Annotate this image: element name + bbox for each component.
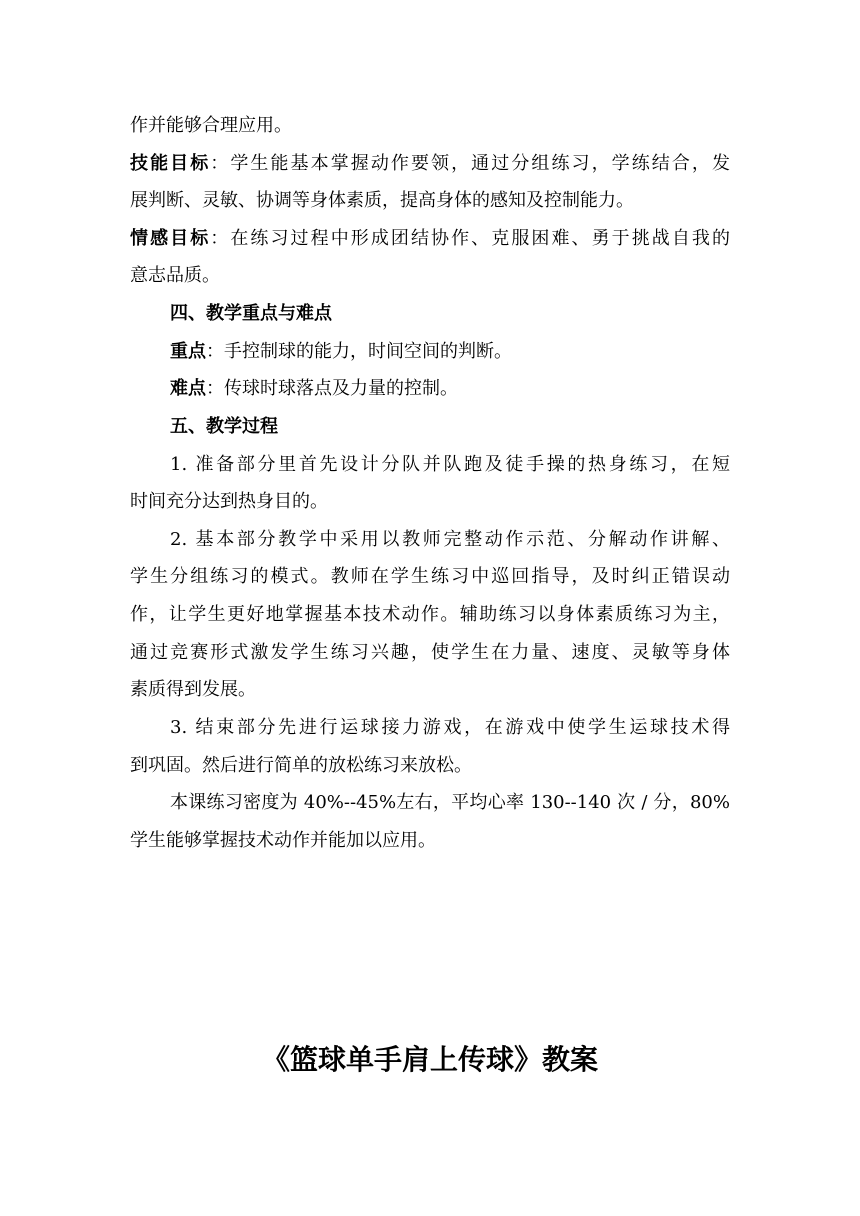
focus-line — [170, 340, 730, 364]
next-lesson-title: 《篮球单手肩上传球》教案 — [261, 1043, 598, 1076]
section-heading-process: 五、教学过程 — [170, 416, 278, 437]
difficulty-text: ：传球时球落点及力量的控制。 — [206, 378, 458, 399]
process-paragraph-1-line-1: 1. 准备部分里首先设计分队并队跑及徒手操的热身练习，在短 — [170, 454, 730, 475]
skill-objective-line-1 — [130, 152, 730, 176]
objective-continuation: 作并能够合理应用。 — [130, 115, 292, 136]
emotion-objective-text: ：在练习过程中形成团结协作、克服困难、勇于挑战自我的 — [210, 228, 731, 249]
emotion-objective-line-2: 意志品质。 — [130, 265, 220, 286]
section-heading-key-points: 四、教学重点与难点 — [170, 303, 332, 324]
process-paragraph-4-line-1: 本课练习密度为 40%--45%左右，平均心率 130--140 次 / 分，80% — [170, 792, 730, 813]
skill-objective-line-2: 展判断、灵敏、协调等身体素质，提高身体的感知及控制能力。 — [130, 190, 634, 211]
process-paragraph-3-line-1: 3. 结束部分先进行运球接力游戏，在游戏中使学生运球技术得 — [170, 717, 730, 738]
focus-text: ：手控制球的能力，时间空间的判断。 — [206, 341, 512, 362]
process-paragraph-1-line-2: 时间充分达到热身目的。 — [130, 491, 328, 512]
process-paragraph-2-line-5: 素质得到发展。 — [130, 679, 256, 700]
process-paragraph-4-line-2: 学生能够掌握技术动作并能加以应用。 — [130, 830, 436, 851]
difficulty-label: 难点 — [170, 378, 206, 399]
emotion-objective-label: 情感目标 — [130, 228, 211, 249]
skill-objective-text: ：学生能基本掌握动作要领，通过分组练习，学练结合，发 — [210, 153, 731, 174]
process-paragraph-3-line-2: 到巩固。然后进行简单的放松练习来放松。 — [130, 755, 472, 776]
process-paragraph-2-line-2: 学生分组练习的模式。教师在学生练习中巡回指导，及时纠正错误动 — [130, 566, 730, 587]
difficulty-line — [170, 377, 730, 401]
emotion-objective-line-1 — [130, 227, 730, 251]
process-paragraph-2-line-4: 通过竞赛形式激发学生练习兴趣，使学生在力量、速度、灵敏等身体 — [130, 642, 730, 663]
process-paragraph-2-line-3: 作，让学生更好地掌握基本技术动作。辅助练习以身体素质练习为主， — [130, 604, 730, 625]
focus-label: 重点 — [170, 341, 206, 362]
process-paragraph-2-line-1: 2. 基本部分教学中采用以教师完整动作示范、分解动作讲解、 — [170, 529, 730, 550]
skill-objective-label: 技能目标 — [130, 153, 211, 174]
